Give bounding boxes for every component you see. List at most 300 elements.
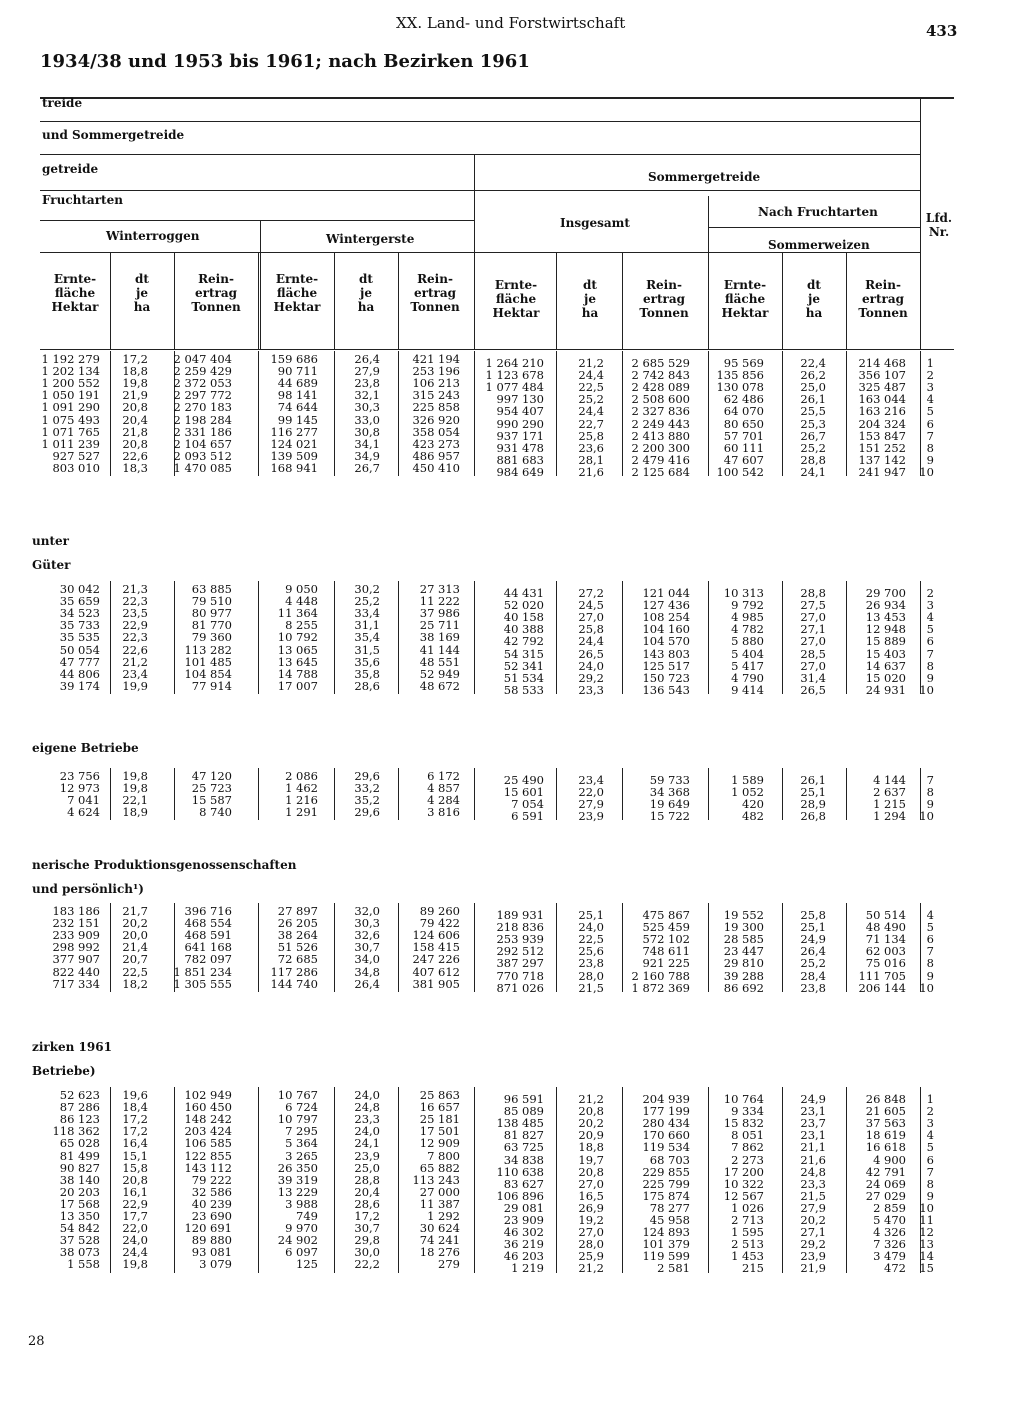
table-cell: 28,6 (354, 678, 380, 693)
table-cell: 35 659 (59, 594, 100, 609)
table-cell: 22,7 (578, 416, 604, 431)
column-header-line: ha (805, 306, 823, 320)
table-cell: 34 838 (503, 1152, 544, 1167)
table-cell: 17,2 (122, 1124, 148, 1139)
page-number: 433 (926, 22, 958, 40)
table-cell: 158 415 (412, 940, 460, 955)
table-cell: 38 169 (419, 630, 460, 645)
page-title: 1934/38 und 1953 bis 1961; nach Bezirken 1961 (40, 51, 530, 72)
table-cell: 997 130 (496, 392, 544, 407)
table-cell: 148 242 (184, 1112, 232, 1127)
table-cell: 7 326 (873, 1237, 906, 1252)
table-cell: 26,9 (578, 1200, 604, 1215)
table-cell: 119 599 (642, 1249, 690, 1264)
table-cell: 52 949 (419, 666, 460, 681)
table-cell: 3 988 (285, 1196, 318, 1211)
header-column-rule (708, 252, 709, 349)
table-cell: 3 816 (427, 805, 460, 820)
table-cell: 19,8 (122, 1257, 148, 1272)
table-cell: 50 054 (59, 642, 100, 657)
row-number: 1 (926, 1092, 934, 1106)
header-column-rule (846, 252, 847, 349)
table-cell: 407 612 (412, 964, 460, 979)
header-rule-wr (260, 220, 261, 349)
table-cell: 18,2 (122, 976, 148, 991)
column-header-ertrag (336, 272, 396, 314)
table-cell: 124 606 (412, 928, 460, 943)
table-cell: 79 222 (191, 1172, 232, 1187)
table-cell: 1 077 484 (485, 380, 544, 395)
table-cell: 23 909 (503, 1213, 544, 1227)
table-cell: 63 885 (191, 582, 232, 596)
header-rule-2 (40, 121, 920, 122)
table-cell: 1 091 290 (41, 400, 100, 415)
table-cell: 35,2 (354, 793, 380, 808)
column-header-ertrag (560, 278, 620, 320)
lfd-text: Lfd. (925, 211, 953, 225)
table-cell: 63 725 (503, 1140, 544, 1155)
table-cell: 79 360 (191, 630, 232, 645)
table-cell: 954 407 (496, 404, 544, 419)
table-cell: 113 282 (184, 642, 232, 657)
table-cell: 37 563 (865, 1116, 906, 1131)
table-cell: 356 107 (858, 368, 906, 383)
table-cell: 12 567 (723, 1188, 764, 1203)
table-cell: 717 334 (52, 976, 100, 991)
table-cell: 121 044 (642, 586, 690, 600)
table-cell: 46 302 (503, 1225, 544, 1240)
table-cell: 25 863 (419, 1088, 460, 1102)
table-cell: 25,1 (800, 920, 826, 935)
table-cell: 15 832 (723, 1116, 764, 1131)
table-cell: 423 273 (412, 436, 460, 451)
header-column-rule (398, 252, 399, 349)
table-cell: 116 277 (270, 424, 318, 439)
table-cell: 27,1 (800, 1225, 826, 1240)
table-cell: 20,8 (122, 436, 148, 451)
table-cell: 10 322 (723, 1176, 764, 1191)
table-cell: 25,3 (800, 416, 826, 431)
table-cell: 931 478 (496, 440, 544, 455)
table-cell: 26 205 (277, 916, 318, 931)
table-cell: 36 219 (503, 1237, 544, 1252)
table-cell: 21,9 (800, 1261, 826, 1276)
table-cell: 48 551 (419, 654, 460, 669)
row-number: 15 (919, 1261, 934, 1276)
table-cell: 22,9 (122, 618, 148, 633)
table-cell: 29 081 (503, 1200, 544, 1215)
table-cell: 1 264 210 (485, 356, 544, 370)
table-cell: 23,6 (578, 440, 604, 455)
table-cell: 1 026 (731, 1200, 764, 1215)
table-cell: 748 611 (642, 944, 690, 959)
table-cell: 28,6 (354, 1196, 380, 1211)
table-cell: 75 016 (865, 956, 906, 971)
table-cell: 229 855 (642, 1164, 690, 1179)
table-cell: 19 300 (723, 920, 764, 935)
table-cell: 29,2 (578, 670, 604, 685)
header-label-sommergetreide: Sommergetreide (648, 170, 761, 184)
row-number: 5 (926, 920, 934, 935)
table-cell: 16,4 (122, 1136, 148, 1151)
table-cell: 22,3 (122, 630, 148, 645)
table-cell: 28,8 (800, 586, 826, 600)
table-cell: 52 341 (503, 658, 544, 673)
table-cell: 30,8 (354, 424, 380, 439)
column-header-line: dt (359, 272, 373, 286)
row-number: 5 (926, 622, 934, 637)
table-cell: 26,4 (354, 352, 380, 366)
table-cell: 3 079 (199, 1257, 232, 1272)
table-cell: 27 029 (865, 1188, 906, 1203)
row-number: 3 (926, 380, 934, 395)
table-cell: 80 977 (191, 606, 232, 621)
table-cell: 125 517 (642, 658, 690, 673)
table-cell: 77 914 (191, 678, 232, 693)
table-cell: 15 722 (649, 809, 690, 824)
table-cell: 2 160 788 (631, 968, 690, 983)
table-cell: 21,5 (800, 1188, 826, 1203)
table-cell: 20,8 (578, 1104, 604, 1119)
table-cell: 34,8 (354, 964, 380, 979)
table-cell: 22,2 (354, 1257, 380, 1272)
table-cell: 26,7 (800, 428, 826, 443)
table-cell: 153 847 (858, 428, 906, 443)
table-cell: 15,8 (122, 1160, 148, 1175)
table-cell: 984 649 (496, 464, 544, 479)
table-cell: 26,5 (578, 646, 604, 661)
table-cell: 37 528 (59, 1233, 100, 1248)
header-column-rule (258, 252, 259, 349)
table-cell: 21 605 (865, 1104, 906, 1119)
table-cell: 35,6 (354, 654, 380, 669)
table-cell: 468 554 (184, 916, 232, 931)
column-header-line: Rein- (417, 272, 453, 286)
table-cell: 1 851 234 (173, 964, 232, 979)
table-cell: 1 294 (873, 809, 906, 824)
header-column-rule (474, 252, 475, 349)
table-cell: 2 270 183 (173, 400, 232, 415)
section-sublabel: Güter (32, 558, 71, 572)
table-cell: 16 657 (419, 1100, 460, 1115)
table-cell: 5 470 (873, 1213, 906, 1227)
table-cell: 20,9 (578, 1128, 604, 1143)
table-cell: 23,8 (578, 956, 604, 971)
table-cell: 20,2 (122, 916, 148, 931)
table-cell: 1 589 (731, 773, 764, 787)
table-cell: 79 510 (191, 594, 232, 609)
row-number: 4 (926, 1128, 934, 1143)
table-cell: 102 949 (184, 1088, 232, 1102)
table-cell: 28,0 (578, 1237, 604, 1252)
table-cell: 381 905 (412, 976, 460, 991)
row-number: 2 (926, 368, 934, 383)
table-cell: 29,6 (354, 805, 380, 820)
table-cell: 22,5 (578, 932, 604, 947)
table-cell: 18 276 (419, 1245, 460, 1260)
table-cell: 136 543 (642, 682, 690, 697)
table-cell: 27,0 (578, 1225, 604, 1240)
table-cell: 21,3 (122, 582, 148, 596)
table-cell: 41 144 (419, 642, 460, 657)
table-cell: 23,5 (122, 606, 148, 621)
table-cell: 34 368 (649, 785, 690, 800)
table-cell: 189 931 (496, 908, 544, 922)
table-cell: 13 453 (865, 610, 906, 625)
table-cell: 160 450 (184, 1100, 232, 1115)
header-column-rule (782, 252, 783, 349)
table-cell: 17,2 (122, 352, 148, 366)
table-cell: 62 003 (865, 944, 906, 959)
table-cell: 420 (742, 797, 764, 812)
header-label-1: treide (42, 96, 83, 110)
table-cell: 25 490 (503, 773, 544, 787)
table-cell: 23,3 (578, 682, 604, 697)
table-cell: 298 992 (52, 940, 100, 955)
table-cell: 68 703 (649, 1152, 690, 1167)
table-cell: 170 660 (642, 1128, 690, 1143)
column-header-line: Tonnen (410, 300, 460, 314)
table-cell: 2 198 284 (173, 412, 232, 427)
table-cell: 31,5 (354, 642, 380, 657)
table-cell: 27,2 (578, 586, 604, 600)
table-cell: 27,0 (578, 610, 604, 625)
running-title: XX. Land- und Forstwirtschaft (396, 14, 626, 32)
table-cell: 7 862 (731, 1140, 764, 1155)
header-rule-sw (708, 227, 920, 228)
table-cell: 17 007 (277, 678, 318, 693)
table-cell: 81 770 (191, 618, 232, 633)
table-cell: 86 692 (723, 980, 764, 995)
row-number: 6 (926, 634, 934, 649)
table-cell: 137 142 (858, 452, 906, 467)
table-cell: 27,9 (800, 1200, 826, 1215)
column-header-rein (624, 278, 704, 320)
table-cell: 11 364 (277, 606, 318, 621)
table-cell: 32 586 (191, 1184, 232, 1199)
section-label: zirken 1961 (32, 1040, 112, 1054)
table-cell: 65 028 (59, 1136, 100, 1151)
column-header-flaeche (40, 272, 110, 314)
header-label-2: und Sommergetreide (42, 128, 185, 142)
table-cell: 26,4 (354, 976, 380, 991)
table-cell: 20,8 (122, 1172, 148, 1187)
row-number: 9 (926, 670, 934, 685)
table-cell: 101 485 (184, 654, 232, 669)
column-header-line: Rein- (865, 278, 901, 292)
table-cell: 9 334 (731, 1104, 764, 1119)
table-cell: 33,4 (354, 606, 380, 621)
row-number: 11 (919, 1213, 934, 1227)
table-cell: 927 527 (52, 448, 100, 463)
table-cell: 118 362 (52, 1124, 100, 1139)
table-cell: 26,1 (800, 392, 826, 407)
table-cell: 34 523 (59, 606, 100, 621)
table-cell: 138 485 (496, 1116, 544, 1131)
row-number: 2 (926, 586, 934, 600)
table-cell: 10 767 (277, 1088, 318, 1102)
table-cell: 10 792 (277, 630, 318, 645)
table-cell: 26,1 (800, 773, 826, 787)
table-cell: 4 782 (731, 622, 764, 637)
column-header-line: je (584, 292, 596, 306)
column-header-line: fläche (54, 286, 96, 300)
table-cell: 46 203 (503, 1249, 544, 1264)
table-cell: 22,5 (578, 380, 604, 395)
table-cell: 18 619 (865, 1128, 906, 1143)
table-cell: 4 857 (427, 781, 460, 796)
table-cell: 99 145 (277, 412, 318, 427)
table-cell: 1 470 085 (173, 460, 232, 475)
table-cell: 21,2 (578, 1092, 604, 1106)
column-header-flaeche (262, 272, 332, 314)
column-header-line: Ernte- (53, 272, 97, 286)
table-cell: 1 202 134 (41, 364, 100, 379)
table-cell: 29,8 (354, 1233, 380, 1248)
table-cell: 2 372 053 (173, 376, 232, 391)
header-label-insgesamt: Insgesamt (560, 216, 630, 230)
table-cell: 20,4 (354, 1184, 380, 1199)
table-cell: 24,9 (800, 932, 826, 947)
table-cell: 25,8 (800, 908, 826, 922)
table-cell: 3 265 (285, 1148, 318, 1163)
table-cell: 48 672 (419, 678, 460, 693)
row-number: 4 (926, 392, 934, 407)
section-label: unter (32, 534, 69, 548)
table-cell: 24,4 (578, 634, 604, 649)
column-header-flaeche (478, 278, 554, 320)
column-header-flaeche (710, 278, 780, 320)
table-cell: 25,9 (578, 1249, 604, 1264)
table-cell: 18,9 (122, 805, 148, 820)
table-cell: 30,3 (354, 916, 380, 931)
table-cell: 23,1 (800, 1104, 826, 1119)
header-rule-6 (40, 252, 920, 253)
table-cell: 106 585 (184, 1136, 232, 1151)
table-cell: 20,2 (578, 1116, 604, 1131)
table-cell: 30,0 (354, 1245, 380, 1260)
table-cell: 21,8 (122, 424, 148, 439)
table-cell: 30,7 (354, 940, 380, 955)
table-cell: 39 174 (59, 678, 100, 693)
table-cell: 31,4 (800, 670, 826, 685)
table-cell: 6 097 (285, 1245, 318, 1260)
table-cell: 7 041 (67, 793, 100, 808)
table-cell: 87 286 (59, 1100, 100, 1115)
header-column-rule (334, 252, 335, 349)
table-cell: 4 624 (67, 805, 100, 820)
column-header-line: je (808, 292, 820, 306)
table-cell: 2 047 404 (173, 352, 232, 366)
table-cell: 33,0 (354, 412, 380, 427)
column-header-line: ha (357, 300, 375, 314)
table-cell: 38 073 (59, 1245, 100, 1260)
row-number: 10 (919, 682, 934, 697)
table-cell: 117 286 (270, 964, 318, 979)
row-number: 6 (926, 416, 934, 431)
table-cell: 1 291 (285, 805, 318, 820)
table-cell: 39 319 (277, 1172, 318, 1187)
table-cell: 16,5 (578, 1188, 604, 1203)
table-cell: 28,0 (578, 968, 604, 983)
column-header-line: Tonnen (858, 306, 908, 320)
table-cell: 22,4 (800, 356, 826, 370)
table-cell: 139 509 (270, 448, 318, 463)
table-cell: 8 740 (199, 805, 232, 820)
table-cell: 4 448 (285, 594, 318, 609)
header-label-fruchtarten: Fruchtarten (42, 193, 123, 207)
table-cell: 1 192 279 (41, 352, 100, 366)
table-cell: 23,1 (800, 1128, 826, 1143)
table-cell: 1 011 239 (41, 436, 100, 451)
table-cell: 104 854 (184, 666, 232, 681)
table-cell: 27,5 (800, 598, 826, 613)
header-label-lfd (922, 211, 956, 239)
table-cell: 51 534 (503, 670, 544, 685)
table-cell: 1 305 555 (173, 976, 232, 991)
table-cell: 24 931 (865, 682, 906, 697)
row-number: 8 (926, 785, 934, 800)
row-number: 4 (926, 908, 934, 922)
table-cell: 127 436 (642, 598, 690, 613)
table-cell: 23,4 (578, 773, 604, 787)
table-cell: 21,7 (122, 904, 148, 918)
table-cell: 120 691 (184, 1221, 232, 1236)
table-cell: 101 379 (642, 1237, 690, 1252)
table-cell: 206 144 (858, 980, 906, 995)
column-header-line: je (360, 286, 372, 300)
table-cell: 27 897 (277, 904, 318, 918)
table-cell: 21,4 (122, 940, 148, 955)
table-cell: 52 623 (59, 1088, 100, 1102)
row-number: 10 (919, 980, 934, 995)
table-cell: 5 880 (731, 634, 764, 649)
table-cell: 20,4 (122, 412, 148, 427)
table-cell: 25,2 (800, 440, 826, 455)
table-cell: 19,9 (122, 678, 148, 693)
table-cell: 34,0 (354, 952, 380, 967)
row-number: 10 (919, 464, 934, 479)
table-cell: 33,2 (354, 781, 380, 796)
table-cell: 58 533 (503, 682, 544, 697)
table-cell: 1 071 765 (41, 424, 100, 439)
table-cell: 468 591 (184, 928, 232, 943)
table-cell: 34,1 (354, 436, 380, 451)
table-cell: 90 711 (277, 364, 318, 379)
table-cell: 15 020 (865, 670, 906, 685)
row-number: 3 (926, 1116, 934, 1131)
table-cell: 48 490 (865, 920, 906, 935)
table-cell: 2 327 836 (631, 404, 690, 419)
table-cell: 204 939 (642, 1092, 690, 1106)
table-cell: 19,7 (578, 1152, 604, 1167)
table-cell: 23,9 (354, 1148, 380, 1163)
table-cell: 15 403 (865, 646, 906, 661)
table-cell: 62 486 (723, 392, 764, 407)
table-cell: 13 645 (277, 654, 318, 669)
table-cell: 18,8 (122, 364, 148, 379)
row-number: 7 (926, 944, 934, 959)
column-header-line: dt (135, 272, 149, 286)
table-cell: 13 065 (277, 642, 318, 657)
table-cell: 59 733 (649, 773, 690, 787)
table-cell: 20,7 (122, 952, 148, 967)
column-header-line: fläche (724, 292, 766, 306)
table-cell: 144 740 (270, 976, 318, 991)
header-rule-3 (40, 154, 920, 155)
table-cell: 151 252 (858, 440, 906, 455)
table-cell: 29 810 (723, 956, 764, 971)
